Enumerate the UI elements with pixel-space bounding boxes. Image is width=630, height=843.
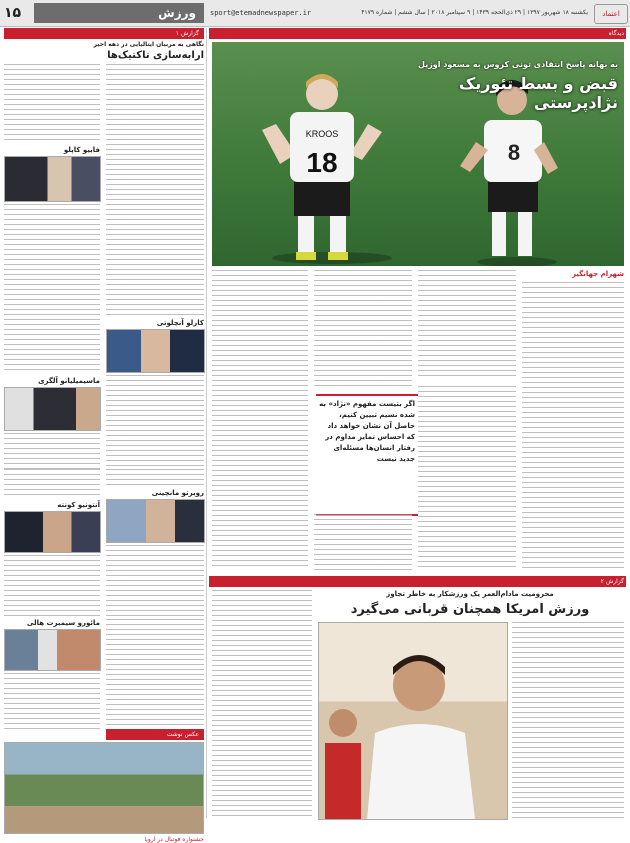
coach-block <box>4 619 204 729</box>
pull-quote: اگر بتیست مفهوم «نژاد» به شده نسیم تبیین کنیم، حاصل آن نشان خواهد داد که احساس تمایز مداوم در رفتار انسان‌ها مسئله‌ای جدید نیست <box>316 394 418 516</box>
left-column <box>4 28 204 843</box>
text-block <box>106 375 204 469</box>
issue-line: یکشنبه ۱۸ شهریور ۱۳۹۷ | ۲۹ ذی‌الحجه ۱۴۳۹ | ۹ سپتامبر ۲۰۱۸ | سال ششم | شماره ۴۱۷۹ <box>361 9 588 16</box>
coach-block <box>4 469 204 619</box>
coach-name: کارلو آنچلوتی <box>156 319 204 327</box>
text-block <box>4 433 100 469</box>
bottom-tag-bar <box>209 576 626 587</box>
coach-photo <box>4 156 101 202</box>
article-title: ارابه‌سازی تاکتیک‌ها <box>107 50 204 61</box>
text-block <box>4 673 100 729</box>
text-block <box>4 319 100 374</box>
text-block <box>314 514 412 570</box>
bottom-tag: گزارش ۲ <box>600 578 624 585</box>
text-block <box>418 270 516 380</box>
coach-name: ماسیمیلیانو آلگری <box>38 377 100 385</box>
intro-block <box>4 64 204 319</box>
text-block <box>212 590 312 818</box>
text-block <box>106 64 204 319</box>
text-block <box>106 619 204 729</box>
main-photo <box>212 42 624 266</box>
page-number: ۱۵ <box>4 5 22 21</box>
column-divider <box>206 28 207 818</box>
author-label: شهرام جهانگیر <box>571 270 624 278</box>
website-link[interactable]: sport@etemadnewspaper.ir <box>210 9 312 17</box>
text-block <box>106 545 204 619</box>
text-block <box>212 270 308 570</box>
coach-name: روبرتو مانچینی <box>151 489 204 497</box>
main-tag: دیدگاه <box>608 30 624 37</box>
coach-photo <box>106 329 205 373</box>
text-block <box>4 204 100 319</box>
coach-photo <box>106 499 205 543</box>
main-tag-bar <box>209 28 626 39</box>
coach-name: آنتونیو کونته <box>57 501 100 509</box>
athlete-illustration <box>319 623 507 819</box>
newspaper-logo: اعتماد <box>594 4 628 24</box>
kids-football-photo <box>4 742 204 834</box>
text-block <box>418 386 516 570</box>
text-block <box>512 622 624 818</box>
main-kicker: به بهانه پاسخ انتقادی تونی کروس به مسعود اوزیل <box>418 60 618 69</box>
coach-name: فابیو کاپلو <box>63 146 100 154</box>
coach-block <box>4 319 204 469</box>
svg-text:KROOS: KROOS <box>305 129 339 139</box>
article-kicker: نگاهی به مربیان ایتالیایی در دهه اخیر <box>93 41 204 48</box>
coach-photo <box>4 387 101 431</box>
text-block <box>314 270 412 390</box>
text-block <box>106 469 204 487</box>
svg-text:18: 18 <box>306 147 338 178</box>
text-block <box>4 469 100 499</box>
photo-caption-tag: عکس نوشت <box>106 729 204 740</box>
coach-name: مائورو سیمبرت هالی <box>26 619 100 627</box>
text-block <box>4 64 100 144</box>
svg-text:8: 8 <box>507 140 521 165</box>
text-block <box>4 555 100 619</box>
athlete-photo <box>318 622 508 820</box>
section-label: ورزش <box>34 3 204 23</box>
coach-photo <box>4 511 101 553</box>
text-block <box>522 282 624 570</box>
coach-photo <box>4 629 101 671</box>
bottom-title: ورزش امریکا همچنان قربانی می‌گیرد <box>350 602 590 617</box>
section-tag: گزارش ۱ <box>4 28 204 39</box>
photo-caption: جشنواره فوتبال در اروپا <box>144 836 204 843</box>
main-title: قبض و بسط تئوریک نژادپرستی <box>458 74 618 112</box>
bottom-kicker: محرومیت مادام‌العمر یک ورزشکار به خاطر تجاوز <box>386 590 554 598</box>
